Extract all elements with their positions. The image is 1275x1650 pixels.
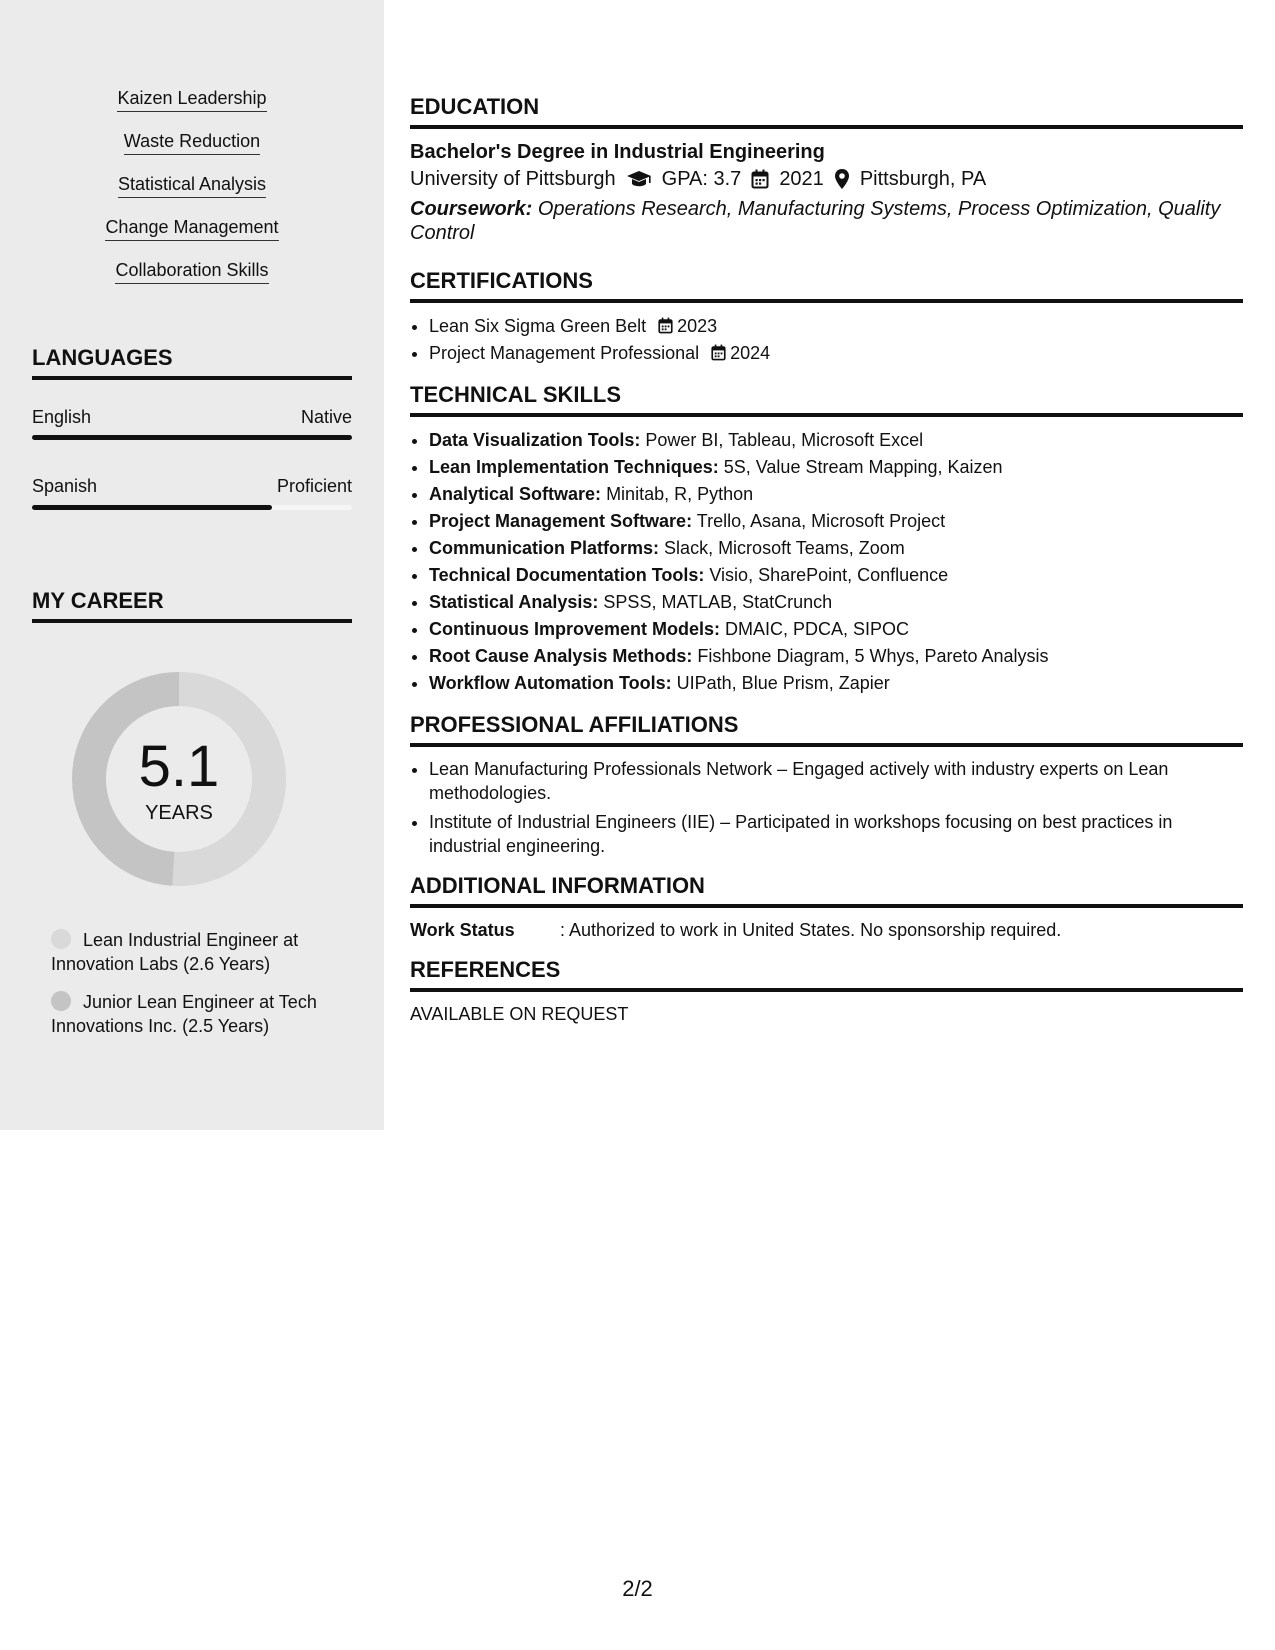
career-legend-item [51, 928, 351, 976]
affiliations-list [410, 757, 1243, 858]
skill-values: UIPath, Blue Prism, Zapier [676, 673, 890, 693]
skill-values: DMAIC, PDCA, SIPOC [725, 619, 910, 639]
skill-category: Communication Platforms: [429, 538, 660, 558]
skill-category: Lean Implementation Techniques: [429, 457, 719, 477]
skill-values: Fishbone Diagram, 5 Whys, Pareto Analysis [697, 646, 1049, 666]
certification-item [429, 340, 1243, 367]
technical-skill-item [429, 643, 1243, 670]
coursework [410, 197, 1243, 245]
language-bar-fill [32, 435, 352, 440]
certifications-heading: CERTIFICATIONS [410, 267, 1243, 303]
skill-category: Data Visualization Tools: [429, 430, 641, 450]
skill-category: Root Cause Analysis Methods: [429, 646, 693, 666]
career-heading: MY CAREER [32, 587, 352, 623]
skill-category: Analytical Software: [429, 484, 602, 504]
technical-skill-item [429, 589, 1243, 616]
calendar-icon [711, 344, 726, 361]
calendar-icon [658, 317, 673, 334]
language-bar [32, 435, 352, 440]
technical-skill-item [429, 616, 1243, 643]
language-bar-fill [32, 505, 272, 510]
technical-skill-item [429, 427, 1243, 454]
references-heading: REFERENCES [410, 956, 1243, 992]
work-status-row [410, 918, 1243, 942]
skill-values: Slack, Microsoft Teams, Zoom [664, 538, 905, 558]
skill-tag: Change Management [105, 215, 278, 241]
skill-values: Power BI, Tableau, Microsoft Excel [645, 430, 924, 450]
degree-title: Bachelor's Degree in Industrial Engineering [410, 141, 825, 163]
certification-year: 2023 [677, 316, 718, 336]
skill-values: Minitab, R, Python [606, 484, 754, 504]
graduation-year: 2021 [779, 168, 824, 190]
certification-item [429, 313, 1243, 340]
skill-category: Project Management Software: [429, 511, 693, 531]
skill-values: SPSS, MATLAB, StatCrunch [603, 592, 833, 612]
career-legend-label: Lean Industrial Engineer at Innovation Labs (2.6 Years) [51, 930, 299, 974]
main-content [410, 93, 1243, 1026]
additional-info-heading: ADDITIONAL INFORMATION [410, 872, 1243, 908]
technical-skill-item [429, 562, 1243, 589]
technical-skills-list [410, 427, 1243, 697]
language-level: Native [300, 407, 352, 427]
legend-dot-icon [51, 929, 71, 949]
technical-skill-item [429, 535, 1243, 562]
language-name: English [32, 407, 92, 427]
page-number: 2/2 [622, 1576, 653, 1601]
technical-skill-item [429, 454, 1243, 481]
skill-category: Workflow Automation Tools: [429, 673, 672, 693]
skill-values: Trello, Asana, Microsoft Project [696, 511, 946, 531]
career-legend-label: Junior Lean Engineer at Tech Innovations Inc. (2.5 Years) [51, 992, 317, 1036]
education-heading: EDUCATION [410, 93, 1243, 129]
languages-heading: LANGUAGES [32, 344, 352, 380]
language-bar [32, 505, 352, 510]
skill-tag: Statistical Analysis [118, 172, 266, 198]
certification-year: 2024 [730, 343, 771, 363]
career-total-label: YEARS [145, 802, 213, 824]
skill-values: Visio, SharePoint, Confluence [709, 565, 949, 585]
skill-category: Technical Documentation Tools: [429, 565, 705, 585]
skill-tag: Kaizen Leadership [117, 86, 266, 112]
skills-list [32, 86, 352, 301]
work-status-value: : Authorized to work in United States. No sponsorship required. [560, 920, 1062, 940]
skill-values: 5S, Value Stream Mapping, Kaizen [723, 457, 1003, 477]
sidebar [0, 0, 384, 1130]
language-row [32, 406, 352, 428]
skill-tag: Collaboration Skills [115, 258, 268, 284]
affiliation-item: • Lean Manufacturing Professionals Network – Engaged actively with industry experts on Lean methodologies. [429, 757, 1243, 805]
affiliation-item: • Institute of Industrial Engineers (IIE) – Participated in workshops focusing on best practices in industrial engineering. [429, 810, 1243, 858]
skill-tag: Waste Reduction [124, 129, 260, 155]
certifications-list [410, 313, 1243, 367]
career-total-years: 5.1 [138, 734, 220, 799]
education-meta [410, 165, 1243, 193]
work-status-label: Work Status [410, 920, 515, 940]
calendar-icon [751, 169, 769, 189]
certification-name: Lean Six Sigma Green Belt [429, 316, 647, 336]
coursework-label: Coursework: [410, 198, 533, 220]
skill-category: Statistical Analysis: [429, 592, 599, 612]
technical-skill-item [429, 481, 1243, 508]
references-text: AVAILABLE ON REQUEST [410, 1004, 629, 1024]
certification-name: Project Management Professional [429, 343, 700, 363]
school-name: University of Pittsburgh [410, 168, 616, 190]
technical-skill-item [429, 670, 1243, 697]
map-pin-icon [834, 168, 850, 190]
career-legend-item [51, 990, 351, 1038]
school-location: Pittsburgh, PA [859, 168, 987, 190]
language-row [32, 475, 352, 497]
skill-category: Continuous Improvement Models: [429, 619, 721, 639]
language-name: Spanish [32, 476, 98, 496]
graduation-cap-icon [626, 169, 652, 189]
gpa: GPA: 3.7 [661, 168, 742, 190]
language-level: Proficient [276, 476, 352, 496]
coursework-list: Operations Research, Manufacturing Systems, Process Optimization, Quality Control [410, 198, 1221, 244]
technical-skills-heading: TECHNICAL SKILLS [410, 381, 1243, 417]
legend-dot-icon [51, 991, 71, 1011]
technical-skill-item [429, 508, 1243, 535]
affiliations-heading: PROFESSIONAL AFFILIATIONS [410, 711, 1243, 747]
